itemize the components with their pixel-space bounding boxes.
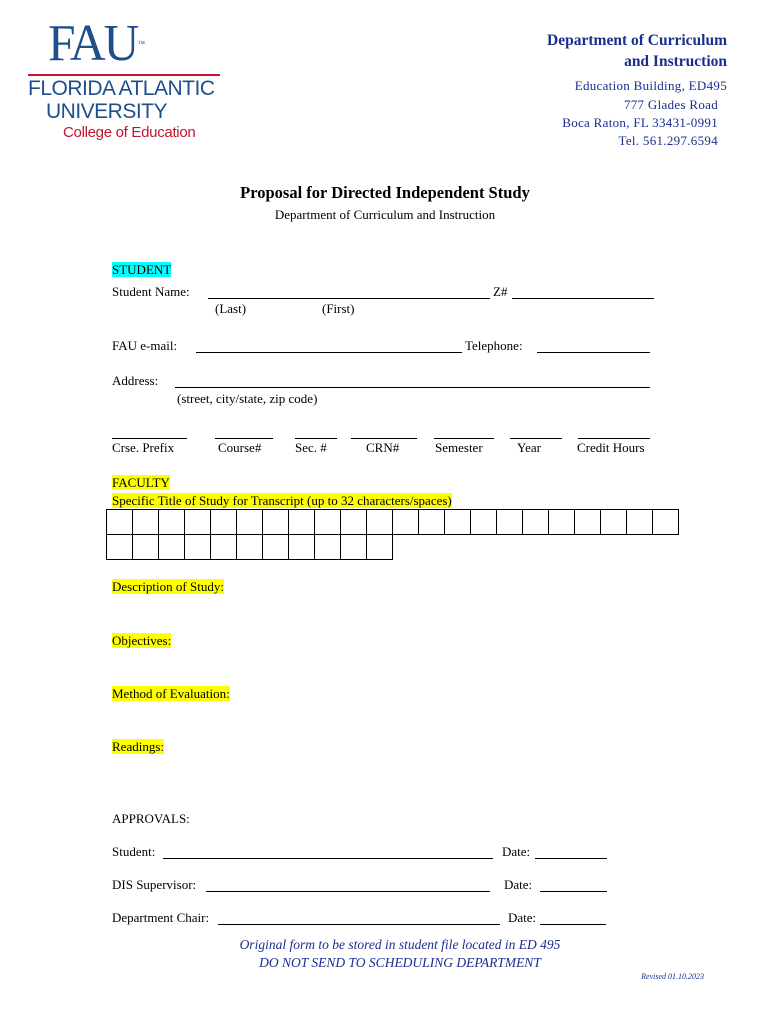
section-label: Sec. # (295, 440, 327, 455)
year-label: Year (517, 440, 541, 455)
course-prefix-label: Crse. Prefix (112, 440, 175, 455)
telephone-field[interactable] (537, 352, 650, 353)
objectives-label: Objectives: (112, 633, 172, 648)
address-line-3: Boca Raton, FL 33431-0991 (562, 115, 718, 130)
crn-field[interactable] (351, 438, 417, 439)
char-box[interactable] (159, 510, 185, 535)
semester-field[interactable] (434, 438, 494, 439)
address-field[interactable] (175, 387, 650, 388)
transcript-title-grid-row2 (106, 534, 393, 560)
char-box[interactable] (497, 510, 523, 535)
char-box[interactable] (367, 535, 393, 560)
description-label: Description of Study: (112, 579, 224, 594)
supervisor-signature-label: DIS Supervisor: (112, 877, 197, 892)
email-field[interactable] (196, 352, 462, 353)
telephone-label: Telephone: (465, 338, 523, 353)
supervisor-date-field[interactable] (540, 891, 607, 892)
student-date-label: Date: (502, 844, 531, 859)
revised-date: Revised 01.10.2023 (641, 972, 704, 981)
chair-signature-label: Department Chair: (112, 910, 210, 925)
email-label: FAU e-mail: (112, 338, 178, 353)
document-subtitle: Department of Curriculum and Instruction (274, 207, 496, 222)
char-box[interactable] (341, 535, 367, 560)
student-signature-label: Student: (112, 844, 156, 859)
fau-logo-wordmark: FAU™ (48, 15, 144, 72)
chair-date-field[interactable] (540, 924, 606, 925)
char-box[interactable] (237, 510, 263, 535)
address-line-1: Education Building, ED495 (574, 78, 727, 93)
crn-label: CRN# (366, 440, 400, 455)
logo-college: College of Education (63, 124, 196, 141)
z-number-label: Z# (493, 284, 508, 299)
faculty-heading: FACULTY (112, 475, 170, 490)
char-box[interactable] (315, 510, 341, 535)
department-title: Department of Curriculum and Instruction (547, 32, 727, 70)
z-number-field[interactable] (512, 298, 654, 299)
evaluation-label: Method of Evaluation: (112, 686, 230, 701)
semester-label: Semester (435, 440, 483, 455)
char-box[interactable] (107, 510, 133, 535)
transcript-title-label: Specific Title of Study for Transcript (up to 32 characters/spaces) (112, 493, 452, 508)
char-box[interactable] (627, 510, 653, 535)
student-name-field[interactable] (208, 298, 490, 299)
char-box[interactable] (367, 510, 393, 535)
char-box[interactable] (159, 535, 185, 560)
char-box[interactable] (263, 510, 289, 535)
student-signature-field[interactable] (163, 858, 493, 859)
section-field[interactable] (295, 438, 337, 439)
credit-hours-field[interactable] (578, 438, 650, 439)
char-box[interactable] (289, 535, 315, 560)
logo-divider (28, 74, 220, 76)
address-label: Address: (112, 373, 159, 388)
last-name-hint: (Last) (215, 301, 247, 316)
char-box[interactable] (471, 510, 497, 535)
student-name-label: Student Name: (112, 284, 190, 299)
char-box[interactable] (185, 535, 211, 560)
student-date-field[interactable] (535, 858, 607, 859)
logo-name-line1: FLORIDA ATLANTIC (28, 77, 215, 100)
address-line-2: 777 Glades Road (623, 97, 718, 112)
char-box[interactable] (601, 510, 627, 535)
char-box[interactable] (315, 535, 341, 560)
char-box[interactable] (185, 510, 211, 535)
char-box[interactable] (211, 510, 237, 535)
address-line-4: Tel. 561.297.6594 (618, 133, 718, 148)
char-box[interactable] (575, 510, 601, 535)
char-box[interactable] (341, 510, 367, 535)
readings-label: Readings: (112, 739, 164, 754)
char-box[interactable] (393, 510, 419, 535)
char-box[interactable] (107, 535, 133, 560)
supervisor-date-label: Date: (504, 877, 533, 892)
char-box[interactable] (419, 510, 445, 535)
student-heading: STUDENT (112, 262, 172, 277)
course-prefix-field[interactable] (112, 438, 187, 439)
credit-hours-label: Credit Hours (577, 440, 645, 455)
first-name-hint: (First) (322, 301, 355, 316)
approvals-heading: APPROVALS: (112, 811, 190, 826)
chair-date-label: Date: (508, 910, 537, 925)
year-field[interactable] (510, 438, 562, 439)
chair-signature-field[interactable] (218, 924, 500, 925)
char-box[interactable] (211, 535, 237, 560)
course-number-label: Course# (218, 440, 262, 455)
char-box[interactable] (263, 535, 289, 560)
footer-note-storage: Original form to be stored in student file located in ED 495 (239, 937, 561, 952)
char-box[interactable] (549, 510, 575, 535)
footer-note-warning: DO NOT SEND TO SCHEDULING DEPARTMENT (259, 955, 541, 970)
supervisor-signature-field[interactable] (206, 891, 490, 892)
char-box[interactable] (133, 510, 159, 535)
char-box[interactable] (289, 510, 315, 535)
logo-name-line2: UNIVERSITY (46, 100, 168, 123)
char-box[interactable] (653, 510, 679, 535)
transcript-title-grid-row1 (106, 509, 679, 535)
char-box[interactable] (133, 535, 159, 560)
char-box[interactable] (445, 510, 471, 535)
char-box[interactable] (523, 510, 549, 535)
course-number-field[interactable] (215, 438, 273, 439)
address-hint: (street, city/state, zip code) (177, 391, 318, 406)
char-box[interactable] (237, 535, 263, 560)
document-title: Proposal for Directed Independent Study (240, 183, 530, 202)
